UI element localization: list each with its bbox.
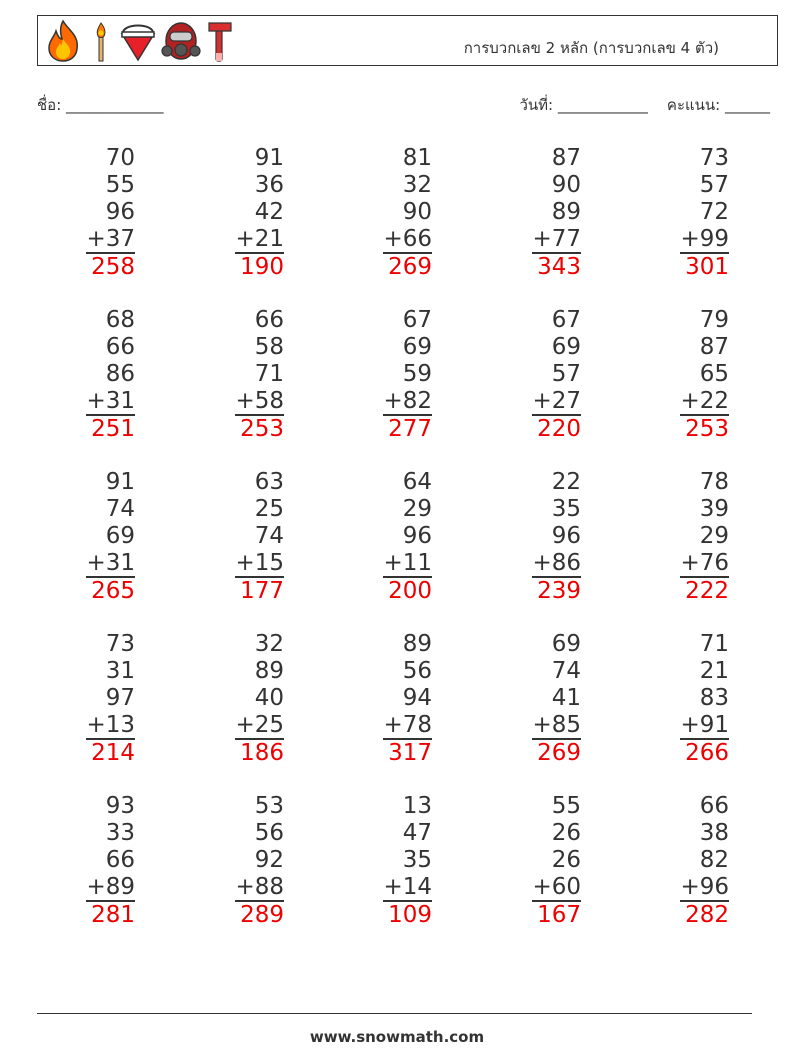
- addend-1: 64: [402, 469, 432, 495]
- addend-4: +96: [680, 874, 729, 900]
- addend-1: 13: [402, 793, 432, 819]
- answer: 177: [240, 578, 284, 604]
- answer: 265: [91, 578, 135, 604]
- answer: 269: [537, 740, 581, 766]
- addend-4-row: [37, 226, 135, 254]
- addend-4-row: [334, 712, 432, 740]
- addend-3: 96: [402, 523, 432, 549]
- answer: 282: [685, 902, 729, 928]
- addend-2: 38: [699, 820, 729, 846]
- addend-3: 29: [699, 523, 729, 549]
- addend-3: 65: [699, 361, 729, 387]
- addend-1: 91: [105, 469, 135, 495]
- addend-2: 33: [105, 820, 135, 846]
- addend-3: 72: [699, 199, 729, 225]
- answer: 258: [91, 254, 135, 280]
- answer: 253: [240, 416, 284, 442]
- addend-4: +99: [680, 226, 729, 252]
- name-field: ชื่อ: _____________: [37, 96, 164, 114]
- addend-3: 59: [402, 361, 432, 387]
- addend-2: 69: [551, 334, 581, 360]
- answer: 220: [537, 416, 581, 442]
- addend-4: +78: [383, 712, 432, 738]
- addend-3: 92: [254, 847, 284, 873]
- addend-1: 66: [254, 307, 284, 333]
- addend-4: +60: [532, 874, 581, 900]
- fire-bucket-icon: [119, 19, 157, 63]
- addend-2: 29: [402, 496, 432, 522]
- answer: 281: [91, 902, 135, 928]
- addend-3: 42: [254, 199, 284, 225]
- addend-3: 86: [105, 361, 135, 387]
- answer: 200: [388, 578, 432, 604]
- score-field: คะแนน: ______: [666, 96, 770, 114]
- addend-4: +88: [235, 874, 284, 900]
- addend-1: 70: [105, 145, 135, 171]
- addend-4: +13: [86, 712, 135, 738]
- footer-divider: [37, 1013, 752, 1014]
- addition-problem: [334, 145, 432, 281]
- addend-2: 89: [254, 658, 284, 684]
- addend-3: 69: [105, 523, 135, 549]
- addend-2: 58: [254, 334, 284, 360]
- addend-1: 71: [699, 631, 729, 657]
- addend-4-row: [37, 388, 135, 416]
- addend-3: 97: [105, 685, 135, 711]
- addition-problem: [334, 631, 432, 767]
- addition-problem: [334, 307, 432, 443]
- addend-3: 96: [551, 523, 581, 549]
- addend-4-row: [37, 712, 135, 740]
- answer: 222: [685, 578, 729, 604]
- addend-4: +82: [383, 388, 432, 414]
- addend-2: 55: [105, 172, 135, 198]
- addend-4: +31: [86, 388, 135, 414]
- answer: 190: [240, 254, 284, 280]
- addend-4-row: [186, 712, 284, 740]
- page-title: การบวกเลข 2 หลัก (การบวกเลข 4 ตัว): [463, 39, 719, 57]
- addend-2: 87: [699, 334, 729, 360]
- addend-4-row: [631, 550, 729, 578]
- addend-3: 57: [551, 361, 581, 387]
- addend-2: 66: [105, 334, 135, 360]
- addition-problem: [334, 793, 432, 929]
- addend-4-row: [186, 550, 284, 578]
- answer: 239: [537, 578, 581, 604]
- addend-4-row: [631, 388, 729, 416]
- addend-3: 40: [254, 685, 284, 711]
- answer: 186: [240, 740, 284, 766]
- addend-4: +76: [680, 550, 729, 576]
- answer: 301: [685, 254, 729, 280]
- addend-4: +66: [383, 226, 432, 252]
- addend-4: +11: [383, 550, 432, 576]
- addend-2: 35: [551, 496, 581, 522]
- addend-1: 73: [105, 631, 135, 657]
- addend-3: 35: [402, 847, 432, 873]
- addend-4: +89: [86, 874, 135, 900]
- answer: 251: [91, 416, 135, 442]
- header-box: [37, 15, 778, 66]
- addend-4-row: [186, 874, 284, 902]
- answer: 343: [537, 254, 581, 280]
- addend-4: +37: [86, 226, 135, 252]
- addition-problem: [631, 145, 729, 281]
- addend-4-row: [483, 550, 581, 578]
- addend-3: 89: [551, 199, 581, 225]
- addition-problem: [483, 631, 581, 767]
- addition-problem: [334, 469, 432, 605]
- addition-problem: [631, 631, 729, 767]
- date-score-fields: [519, 93, 770, 117]
- fire-icon: [43, 19, 83, 63]
- addend-2: 25: [254, 496, 284, 522]
- addend-2: 26: [551, 820, 581, 846]
- addition-problem: [37, 631, 135, 767]
- addend-1: 89: [402, 631, 432, 657]
- addition-problem: [186, 793, 284, 929]
- addition-problem: [483, 307, 581, 443]
- addend-4: +58: [235, 388, 284, 414]
- addend-3: 71: [254, 361, 284, 387]
- addition-problem: [37, 307, 135, 443]
- addition-problem: [37, 145, 135, 281]
- answer: 317: [388, 740, 432, 766]
- addend-2: 56: [254, 820, 284, 846]
- answer: 266: [685, 740, 729, 766]
- addend-2: 74: [551, 658, 581, 684]
- addend-2: 47: [402, 820, 432, 846]
- addition-problem: [631, 307, 729, 443]
- addend-1: 67: [551, 307, 581, 333]
- addend-1: 22: [551, 469, 581, 495]
- addend-3: 74: [254, 523, 284, 549]
- answer: 277: [388, 416, 432, 442]
- answer: 214: [91, 740, 135, 766]
- addend-1: 91: [254, 145, 284, 171]
- addend-4: +22: [680, 388, 729, 414]
- date-field: วันที่: ____________: [519, 96, 648, 114]
- addend-3: 26: [551, 847, 581, 873]
- addend-4-row: [631, 226, 729, 254]
- addition-problem: [186, 145, 284, 281]
- addition-problem: [186, 469, 284, 605]
- addend-1: 55: [551, 793, 581, 819]
- addition-problem: [483, 793, 581, 929]
- addend-4: +77: [532, 226, 581, 252]
- addend-4-row: [631, 712, 729, 740]
- answer: 109: [388, 902, 432, 928]
- addend-3: 90: [402, 199, 432, 225]
- addition-problem: [483, 469, 581, 605]
- addend-4: +14: [383, 874, 432, 900]
- addend-2: 32: [402, 172, 432, 198]
- addend-2: 36: [254, 172, 284, 198]
- addend-2: 39: [699, 496, 729, 522]
- addend-3: 94: [402, 685, 432, 711]
- addend-1: 67: [402, 307, 432, 333]
- addend-4-row: [186, 388, 284, 416]
- answer: 167: [537, 902, 581, 928]
- addend-2: 21: [699, 658, 729, 684]
- addend-1: 87: [551, 145, 581, 171]
- addition-problem: [483, 145, 581, 281]
- addend-1: 68: [105, 307, 135, 333]
- addend-4: +25: [235, 712, 284, 738]
- addend-2: 69: [402, 334, 432, 360]
- addend-1: 66: [699, 793, 729, 819]
- addend-4-row: [483, 388, 581, 416]
- addend-1: 53: [254, 793, 284, 819]
- addend-4: +15: [235, 550, 284, 576]
- addend-4-row: [631, 874, 729, 902]
- addend-3: 96: [105, 199, 135, 225]
- addend-2: 90: [551, 172, 581, 198]
- addend-4-row: [334, 874, 432, 902]
- addend-1: 32: [254, 631, 284, 657]
- addend-4: +31: [86, 550, 135, 576]
- addend-3: 82: [699, 847, 729, 873]
- addend-4-row: [334, 388, 432, 416]
- footer-site: www.snowmath.com: [309, 1028, 485, 1046]
- fire-axe-icon: [205, 19, 235, 63]
- addition-problem: [37, 793, 135, 929]
- addend-3: 66: [105, 847, 135, 873]
- addition-problem: [631, 469, 729, 605]
- addend-4: +91: [680, 712, 729, 738]
- addend-4-row: [483, 874, 581, 902]
- addend-4: +27: [532, 388, 581, 414]
- header-icons: [43, 19, 235, 63]
- addition-problem: [186, 307, 284, 443]
- addend-3: 83: [699, 685, 729, 711]
- addend-1: 63: [254, 469, 284, 495]
- addend-1: 78: [699, 469, 729, 495]
- addend-2: 74: [105, 496, 135, 522]
- addend-4-row: [186, 226, 284, 254]
- addend-4: +21: [235, 226, 284, 252]
- match-icon: [87, 19, 115, 63]
- addend-4: +85: [532, 712, 581, 738]
- addend-1: 93: [105, 793, 135, 819]
- addition-problem: [186, 631, 284, 767]
- addend-2: 56: [402, 658, 432, 684]
- answer: 269: [388, 254, 432, 280]
- answer: 253: [685, 416, 729, 442]
- addend-3: 41: [551, 685, 581, 711]
- answer: 289: [240, 902, 284, 928]
- gas-mask-icon: [161, 19, 201, 63]
- addend-4-row: [334, 550, 432, 578]
- addend-4-row: [334, 226, 432, 254]
- addend-2: 57: [699, 172, 729, 198]
- addend-1: 81: [402, 145, 432, 171]
- addend-1: 69: [551, 631, 581, 657]
- addend-4-row: [483, 712, 581, 740]
- addition-problem: [631, 793, 729, 929]
- addend-4-row: [37, 550, 135, 578]
- addend-4-row: [483, 226, 581, 254]
- addend-1: 79: [699, 307, 729, 333]
- addend-4-row: [37, 874, 135, 902]
- addition-problem: [37, 469, 135, 605]
- addend-4: +86: [532, 550, 581, 576]
- addend-2: 31: [105, 658, 135, 684]
- addend-1: 73: [699, 145, 729, 171]
